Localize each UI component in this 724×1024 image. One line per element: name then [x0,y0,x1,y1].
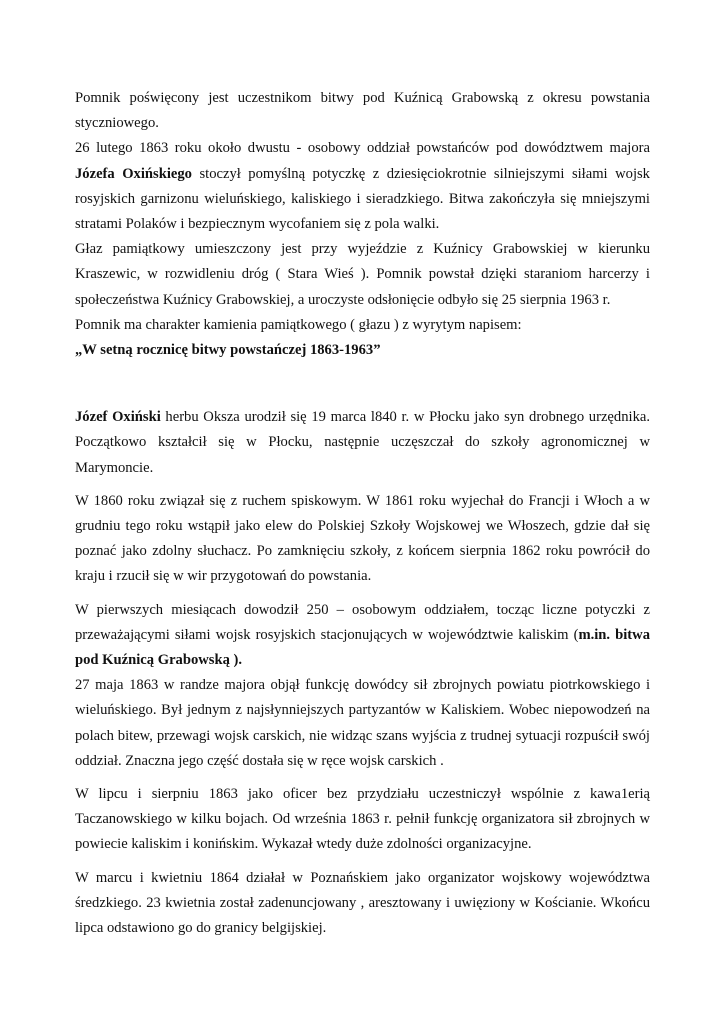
paragraph-stone-character: Pomnik ma charakter kamienia pamiątkowego ( głazu ) z wyrytym napisem: [75,316,522,333]
major-name: Józefa Oxińskiego [75,165,192,182]
inscription-bold: „W setną rocznicę bitwy powstańczej 1863-1963” [75,342,381,359]
battle-reference: m.in. bitwa pod Kuźnicą Grabowską ). [75,626,651,669]
paragraph-biography-birth [75,405,650,481]
paragraph-battle [75,136,650,237]
biography-name: Józef Oxiński [75,409,161,426]
inscription-text [75,338,650,363]
paragraph-monument-intro: Pomnik poświęcony jest uczestnikom bitwy pod Kuźnicą Grabowską z okresu powstania styczniowego. [75,90,650,132]
paragraph-stone-location: Głaz pamiątkowy umieszczony jest przy wyjeździe z Kuźnicy Grabowskiej w kierunku Kraszewic, w rozwidleniu dróg ( Stara Wieś ). Pomnik powstał dzięki staraniom harcerzy i społeczeństwa Kuźnicy Grabowskiej, a uroczyste odsłonięcie odbyło się 25 sierpnia 1963 r. [75,241,650,308]
document-body [75,86,650,941]
paragraph-first-months [75,598,650,674]
paragraph-poznan: W marcu i kwietniu 1864 działał w Poznańskiem jako organizator wojskowy województwa średzkiego. 23 kwietnia został zadenuncjowany , aresztowany i uwięziony w Kościanie. Wkońcu lipca odstawiono go do granicy belgijskiej. [75,869,650,937]
paragraph-conspiracy: W 1860 roku związał się z ruchem spiskowym. W 1861 roku wyjechał do Francji i Włoch a w grudniu tego roku wstąpił jako elew do Polskiej Szkoły Wojskowej we Włoszech, gdzie dał się poznać jako zdolny słuchacz. Po zamknięciu szkoły, z końcem sierpnia 1862 roku powrócił do kraju i rzucił się w wir przygotowań do powstania. [75,492,650,585]
first-months-text: W pierwszych miesiącach dowodził 250 – osobowym oddziałem, tocząc liczne potyczki z przeważającymi siłami wojsk rosyjskich stacjonujących w województwie kaliskim ( [75,601,650,643]
battle-text-end: stoczył pomyślną potyczkę z dziesięciokrotnie silniejszymi siłami wojsk rosyjskich garnizonu wieluńskiego, kaliskiego i sieradzkiego. Bitwa zakończyła się mniejszymi stratami Polaków i bezpiecznym wycofaniem się z pola walki. [75,165,650,233]
biography-birth-text: herbu Oksza urodził się 19 marca l840 r. w Płocku jako syn drobnego urzędnika. Początkowo kształcił się w Płocku, następnie uczęszczał do szkoły agronomicznej w Marymoncie. [75,409,650,476]
battle-text-start: 26 lutego 1863 roku około dwustu - osobowy oddział powstańców pod dowództwem majora [75,140,650,157]
paragraph-major-rank: 27 maja 1863 w randze majora objął funkcję dowódcy sił zbrojnych powiatu piotrkowskiego i wieluńskiego. Był jednym z najsłynniejszych partyzantów w Kaliskiem. Wobec niepowodzeń na polach bitew, przewagi wojsk carskich, nie widząc szans wyjścia z trudnej sytuacji rozpuścił swój oddział. Znaczna jego część dostała się w ręce wojsk carskich . [75,677,650,769]
paragraph-officer: W lipcu i sierpniu 1863 jako oficer bez przydziału uczestniczył wspólnie z kawa1erią Taczanowskiego w kilku bojach. Od września 1863 r. pełnił funkcję organizatora sił zbrojnych w powiecie kaliskim i konińskim. Wykazał wtedy duże zdolności organizacyjne. [75,786,650,853]
